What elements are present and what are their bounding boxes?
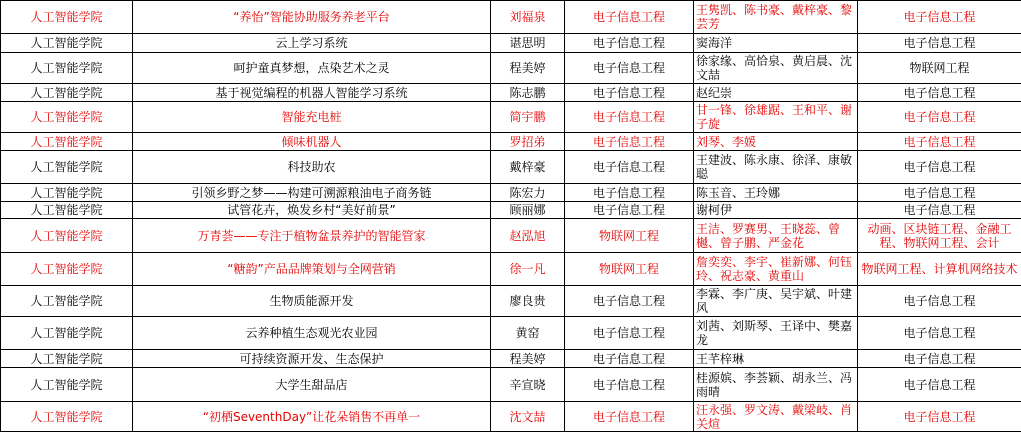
- members-major-cell: 电子信息工程: [858, 202, 1021, 219]
- leader-major-cell: 电子信息工程: [565, 34, 694, 53]
- college-cell: 人工智能学院: [1, 1, 133, 34]
- members-major-cell: 电子信息工程: [858, 350, 1021, 368]
- leader-major-cell: 电子信息工程: [565, 350, 694, 368]
- members-major-cell: 电子信息工程: [858, 286, 1021, 317]
- table-row: [1, 84, 1021, 102]
- members-cell: 窦海洋: [694, 34, 858, 53]
- table-row: [1, 368, 1021, 402]
- members-cell: 詹奕奕、李宇、崔新娜、何钰玲、祝志豪、黄重山: [694, 253, 858, 286]
- members-major-cell: 电子信息工程: [858, 368, 1021, 402]
- leader-cell: 谌思明: [491, 34, 565, 53]
- project-name-cell: 生物质能源开发: [133, 286, 491, 317]
- college-cell: 人工智能学院: [1, 34, 133, 53]
- leader-major-cell: 电子信息工程: [565, 202, 694, 219]
- table-row: [1, 102, 1021, 133]
- leader-cell: 陈宏力: [491, 184, 565, 202]
- members-cell: 王芊梓琳: [694, 350, 858, 368]
- members-major-cell: 电子信息工程: [858, 151, 1021, 184]
- college-cell: 人工智能学院: [1, 202, 133, 219]
- project-name-cell: 试管花卉，焕发乡村“美好前景”: [133, 202, 491, 219]
- leader-major-cell: 物联网工程: [565, 253, 694, 286]
- members-major-cell: 电子信息工程: [858, 317, 1021, 350]
- college-cell: 人工智能学院: [1, 253, 133, 286]
- leader-major-cell: 电子信息工程: [565, 53, 694, 84]
- table-row: [1, 219, 1021, 253]
- project-name-cell: 引领乡野之梦——构建可溯源粮油电子商务链: [133, 184, 491, 202]
- leader-major-cell: 电子信息工程: [565, 184, 694, 202]
- members-major-cell: 动画、区块链工程、金融工程、物联网工程、会计: [858, 219, 1021, 253]
- leader-cell: 罗招弟: [491, 133, 565, 151]
- college-cell: 人工智能学院: [1, 184, 133, 202]
- members-major-cell: 电子信息工程: [858, 1, 1021, 34]
- project-name-cell: “初栖SeventhDay”让花朵销售不再单一: [133, 402, 491, 432]
- college-cell: 人工智能学院: [1, 53, 133, 84]
- leader-major-cell: 电子信息工程: [565, 133, 694, 151]
- leader-major-cell: 物联网工程: [565, 219, 694, 253]
- table-row: [1, 317, 1021, 350]
- college-cell: 人工智能学院: [1, 102, 133, 133]
- leader-cell: 廖良贵: [491, 286, 565, 317]
- table-row: [1, 286, 1021, 317]
- table-row: [1, 184, 1021, 202]
- leader-cell: 辛宣晓: [491, 368, 565, 402]
- project-name-cell: “糖韵”产品品牌策划与全网营销: [133, 253, 491, 286]
- college-cell: 人工智能学院: [1, 133, 133, 151]
- college-cell: 人工智能学院: [1, 84, 133, 102]
- table-row: [1, 1, 1021, 34]
- members-cell: 赵纪崇: [694, 84, 858, 102]
- project-name-cell: 基于视觉编程的机器人智能学习系统: [133, 84, 491, 102]
- leader-cell: 赵泓旭: [491, 219, 565, 253]
- project-name-cell: 可持续资源开发、生态保护: [133, 350, 491, 368]
- members-major-cell: 物联网工程: [858, 53, 1021, 84]
- table-row: [1, 253, 1021, 286]
- table-row: [1, 151, 1021, 184]
- project-name-cell: 倾味机器人: [133, 133, 491, 151]
- members-major-cell: 电子信息工程: [858, 102, 1021, 133]
- college-cell: 人工智能学院: [1, 286, 133, 317]
- table-row: [1, 402, 1021, 432]
- members-cell: 陈玉音、王玲娜: [694, 184, 858, 202]
- leader-cell: 陈志鹏: [491, 84, 565, 102]
- leader-cell: 顾丽娜: [491, 202, 565, 219]
- project-name-cell: 呵护童真梦想，点染艺术之灵: [133, 53, 491, 84]
- table-body: [1, 1, 1021, 432]
- leader-major-cell: 电子信息工程: [565, 1, 694, 34]
- project-name-cell: 万青荟——专注于植物盆景养护的智能管家: [133, 219, 491, 253]
- project-name-cell: 科技助农: [133, 151, 491, 184]
- table-row: [1, 133, 1021, 151]
- members-major-cell: 电子信息工程: [858, 84, 1021, 102]
- leader-cell: 简宇鹏: [491, 102, 565, 133]
- project-name-cell: 云上学习系统: [133, 34, 491, 53]
- leader-cell: 黄窑: [491, 317, 565, 350]
- leader-cell: 沈文喆: [491, 402, 565, 432]
- leader-major-cell: 电子信息工程: [565, 151, 694, 184]
- project-name-cell: “养怡”智能协助服务养老平台: [133, 1, 491, 34]
- members-cell: 王建波、陈永康、徐泽、康敏聪: [694, 151, 858, 184]
- members-major-cell: 电子信息工程: [858, 402, 1021, 432]
- college-cell: 人工智能学院: [1, 219, 133, 253]
- project-name-cell: 智能充电桩: [133, 102, 491, 133]
- leader-major-cell: 电子信息工程: [565, 102, 694, 133]
- college-cell: 人工智能学院: [1, 317, 133, 350]
- leader-major-cell: 电子信息工程: [565, 368, 694, 402]
- college-cell: 人工智能学院: [1, 151, 133, 184]
- college-cell: 人工智能学院: [1, 350, 133, 368]
- members-cell: 汪永强、罗文涛、戴梁岐、肖关煊: [694, 402, 858, 432]
- table-row: [1, 53, 1021, 84]
- leader-cell: 戴梓豪: [491, 151, 565, 184]
- leader-major-cell: 电子信息工程: [565, 317, 694, 350]
- members-cell: 谢柯伊: [694, 202, 858, 219]
- members-cell: 徐家缘、高恰泉、黄启晨、沈文喆: [694, 53, 858, 84]
- members-major-cell: 物联网工程、计算机网络技术: [858, 253, 1021, 286]
- members-major-cell: 电子信息工程: [858, 184, 1021, 202]
- leader-cell: 程美婷: [491, 53, 565, 84]
- members-cell: 刘茜、刘斯琴、王译中、樊嘉龙: [694, 317, 858, 350]
- table-row: [1, 350, 1021, 368]
- table-row: [1, 34, 1021, 53]
- members-cell: 刘琴、李媛: [694, 133, 858, 151]
- leader-major-cell: 电子信息工程: [565, 84, 694, 102]
- members-cell: 王洁、罗赛男、王晓蕊、曾樾、曾子鹏、严金花: [694, 219, 858, 253]
- leader-cell: 徐一凡: [491, 253, 565, 286]
- leader-major-cell: 电子信息工程: [565, 286, 694, 317]
- members-cell: 甘一锋、徐雄踞、王和平、谢子旋: [694, 102, 858, 133]
- leader-cell: 程美婷: [491, 350, 565, 368]
- leader-cell: 刘福泉: [491, 1, 565, 34]
- college-cell: 人工智能学院: [1, 402, 133, 432]
- members-major-cell: 电子信息工程: [858, 133, 1021, 151]
- members-major-cell: 电子信息工程: [858, 34, 1021, 53]
- college-cell: 人工智能学院: [1, 368, 133, 402]
- members-cell: 桂源嫔、李荟颖、胡永兰、冯雨晴: [694, 368, 858, 402]
- leader-major-cell: 电子信息工程: [565, 402, 694, 432]
- project-name-cell: 云养种植生态观光农业园: [133, 317, 491, 350]
- members-cell: 王隽凯、陈书豪、戴梓豪、黎芸芳: [694, 1, 858, 34]
- project-name-cell: 大学生甜品店: [133, 368, 491, 402]
- table-row: [1, 202, 1021, 219]
- members-cell: 李霖、李广庚、吴宇斌、叶建风: [694, 286, 858, 317]
